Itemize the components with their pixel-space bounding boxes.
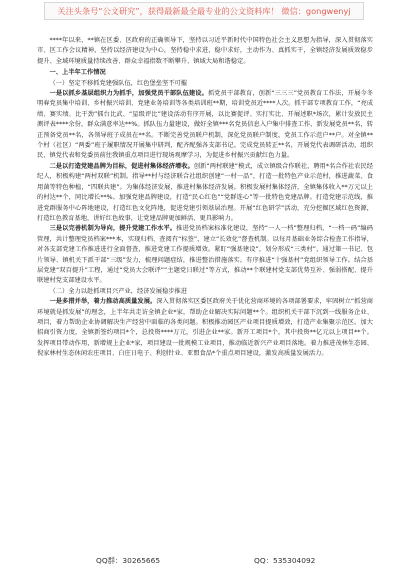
paragraph-text: 深入贯彻落实区委区政府关于优化营商环境的各项部署要求，牢固树立“抓营商环境就是抓发展”的理念，上半年共走访全镇企业*家，帮助企业解决实际问题**个。组织机关干部下沉到一线服务企业、项目，着力帮助企业协调解决生产经营中面临的各类问题。积极推动园区产业项目提质增效，打造产业集聚示范区。加大招商引资力度，全镇新签约项目*个，总投资****万元，引进企业**家。新开工项目*个，其中投资**亿元以上项目**个。发挥项目带动作用，新增规上企业*家，项目建设一批规模工业项目，推动临近新兴产业项目落地。着力推进茂林生态园、倪家林村生态休闲农庄项目、白庄日电子、利创针业、亚盟食品*个重点项目建设，激发高质量发展活力。 [37, 298, 373, 358]
paragraph-lead: 一是以抓乡基层组织力为抓手，加强党员干部队伍建设。 [49, 90, 208, 98]
footer-qq-group: QQ群：30265665 [96, 556, 161, 565]
paragraph-economy-1 [37, 297, 373, 359]
paragraph-party-1 [37, 89, 373, 162]
document-body [37, 36, 373, 360]
footer-qq-contact: QQ：535304092 [254, 556, 316, 565]
section-heading: 一、上半年工作情况 [49, 69, 106, 77]
footer [0, 552, 408, 570]
paragraph-text: 推进党员档案标准化建设，坚持“一人一档”整理归档，“一档一码”编码管理，共计整理党员档案***本，实现归档、查阅有“标签”，建立“长效化”督查机制。以每月基础业务综合检查工作指导，对各支部党建工作推进进行全面督查，推进党建工作提质增效。紧盯“强基建设”，划分形成“三类村”，通过第一书记、包片领导、镇机关下派干部“三级”发力，梳理问题症结，推进整治措施落实。有序推进“十强基村”党组织领导工作。结合基层党建“双百提升”工程，通过“党员大会联评”“主题党日联过”等方式，推动**个联建村党支部优势互补、强弱搭配、提升联建村党支部建设水平。 [37, 225, 373, 285]
paragraph-text: 抓党员干部教育，创新“三三三”党员教育工作法，开展今冬明春党员集中培训、乡村振兴培训、党建业务培训等各类培训班**期，培训党员近****人次。抓干部专项教育工作，“亮成绩、赛实绩、比干劲”擂台比武、“星级评比”建设活动有序开展，以比赛促评、实打实比、开展述职*场次，累计发放民主测评表****余份，群众满意率达**%。抓队伍力量建设，做好全镇***名党员信息入户集中排查工作，新发展党员**名，转正预备党员**名，各领导班子成员在**名。不断完善党员联户机制，深化党员联户制度，党员工作示范户**户。对全镇**个村（社区）“两委”班子履职情况开展集中研判，配齐配强各支部书记。完成党员转正**名，开展党代表调研活动，组织民、镇党代表和党委员前往我镇重点项目进行现场观摩学习，为促进乡村振兴贡献红色力量。 [37, 90, 373, 160]
paragraph-lead: 一是多措并举，着力推动高质量发展。 [49, 298, 157, 306]
paragraph-text: 创新“两村联建”模式，成立镇级合作联社，聘用*名合作社农民经纪人，积极构建“两村双联”机制。指导**村与经济联合社组织创建“一村一品”，打造一批特色产业示范村，推进蔬菜、食用菌等特色种植，“四联共建”。为集体经济发展，推进村集体经济发展。积极发展村集体经济，全镇集体收入**万元以上的村达**个，同比增长**%。加强党建品牌建设，打造“民心红色”“党群连心”等一批特色党建品牌。打造党建示范线，推进党群服务中心阵地建设，打造红色文化阵地，促进党建引领基层治理。开展“红色研学”活动，充分挖掘区域红色资源，打造红色教育基地，讲好红色故事，让党建品牌更加鲜活、更具影响力。 [37, 162, 373, 222]
subsection-heading-economy: （二）全力以赴抓项目兴产业，经济发展稳步推进 [49, 287, 187, 295]
paragraph-lead: 三是以完善机制为导向，提升党建工作水平。 [49, 225, 177, 233]
intro-paragraph: ****年以来，**镇在区委、区政府的正确领导下，坚持以习近平新时代中国特色社会主义思想为指导，深入贯彻落实市、区工作会议精神，坚持以经济建设为中心，坚持稳中求进，稳中求好，主动作为、真抓实干，全镇经济发展质效稳步提升、全域环境质量持续改善、群众幸福指数不断攀升、镇域大局和谐稳定。 [37, 37, 373, 65]
paragraph-party-3 [37, 224, 373, 286]
paragraph-party-2 [37, 162, 373, 224]
subsection-heading-party-building: （一）坚定不移抓党建强队伍，红色堡垒坚不可摧 [49, 79, 187, 87]
paragraph-lead: 二是以打造党建品牌为目标，促进村集体经济增收。 [49, 162, 194, 170]
header-banner: 关注头条号“公文研究”，获得最新最全最专业的公文资料库！ 微信：gongwenyj [44, 2, 364, 20]
